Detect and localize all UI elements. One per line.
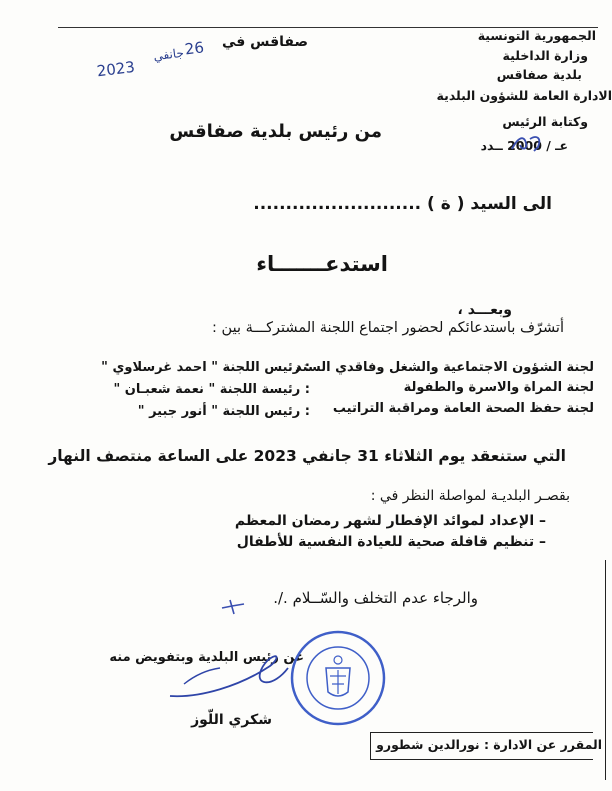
committee-name: لجنة حفظ الصحة العامة ومراقبة التراتيب (332, 401, 594, 416)
meeting-location: بقصـر البلديـة لمواصلة النظر في : (370, 488, 570, 504)
signatory-name: شكري اللّوز (191, 712, 272, 728)
handwritten-ref-mark (508, 133, 548, 155)
rapporteur-line: المقرر عن الادارة : نورالدين شطورو (376, 737, 602, 752)
committee-name: لجنة المراة والاسرة والطفولة (403, 380, 594, 395)
sender-line: من رئيس بلدية صفاقس (169, 121, 382, 142)
header-ministry: وزارة الداخلية (502, 48, 588, 63)
closing-line: والرجاء عدم التخلف والسّــلام ./. (273, 589, 478, 607)
header-office: وكتابة الرئيس (502, 114, 588, 129)
header-republic: الجمهورية التونسية (477, 28, 596, 43)
scan-edge-border (605, 560, 606, 780)
official-seal-stamp (288, 628, 388, 728)
stamp-year: 2023 (95, 57, 136, 81)
reference-number: عـ / 2000 ــدد (480, 138, 568, 153)
closing-check-mark (218, 596, 248, 618)
meeting-time: التي ستنعقد يوم الثلاثاء 31 جانفي 2023 على الساعة منتصف النهار (48, 447, 566, 465)
committee-name: لجنة الشؤون الاجتماعية والشغل وفاقدي السند (295, 360, 594, 375)
header-municipality: بلدية صفاقس (496, 67, 582, 82)
committee-chair: : رئيس اللجنة " احمد غرسلاوي " (101, 360, 310, 375)
signature-authority: عن رئيس البلدية وبتفويض منه (109, 650, 304, 665)
greeting: وبعـــد ، (457, 302, 512, 318)
committee-chair: : رئيس اللجنة " أنور جبير " (137, 404, 310, 419)
committee-chair: : رئيسة اللجنة " نعمة شعبـان " (113, 382, 310, 397)
agenda-item: – الإعداد لموائد الإفطار لشهر رمضان المعظم (234, 513, 546, 529)
city-date-label: صفاقس في (221, 34, 308, 50)
received-date-stamp (90, 33, 208, 89)
header-directorate: الادارة العامة للشؤون البلدية (436, 88, 612, 103)
stamp-month: جانفي (152, 45, 185, 64)
invitation-intro: أتشرّف باستدعائكم لحضور اجتماع اللجنة المشتركـــة بين : (212, 320, 564, 336)
agenda-item: – تنظيم قافلة صحية للعيادة النفسية للأطفال (236, 534, 546, 550)
stamp-day: 26 (183, 38, 205, 59)
recipient-line: الى السيد ( ة ) .......................... (253, 194, 552, 214)
document-subject: استدعـــــــاء (256, 252, 388, 276)
